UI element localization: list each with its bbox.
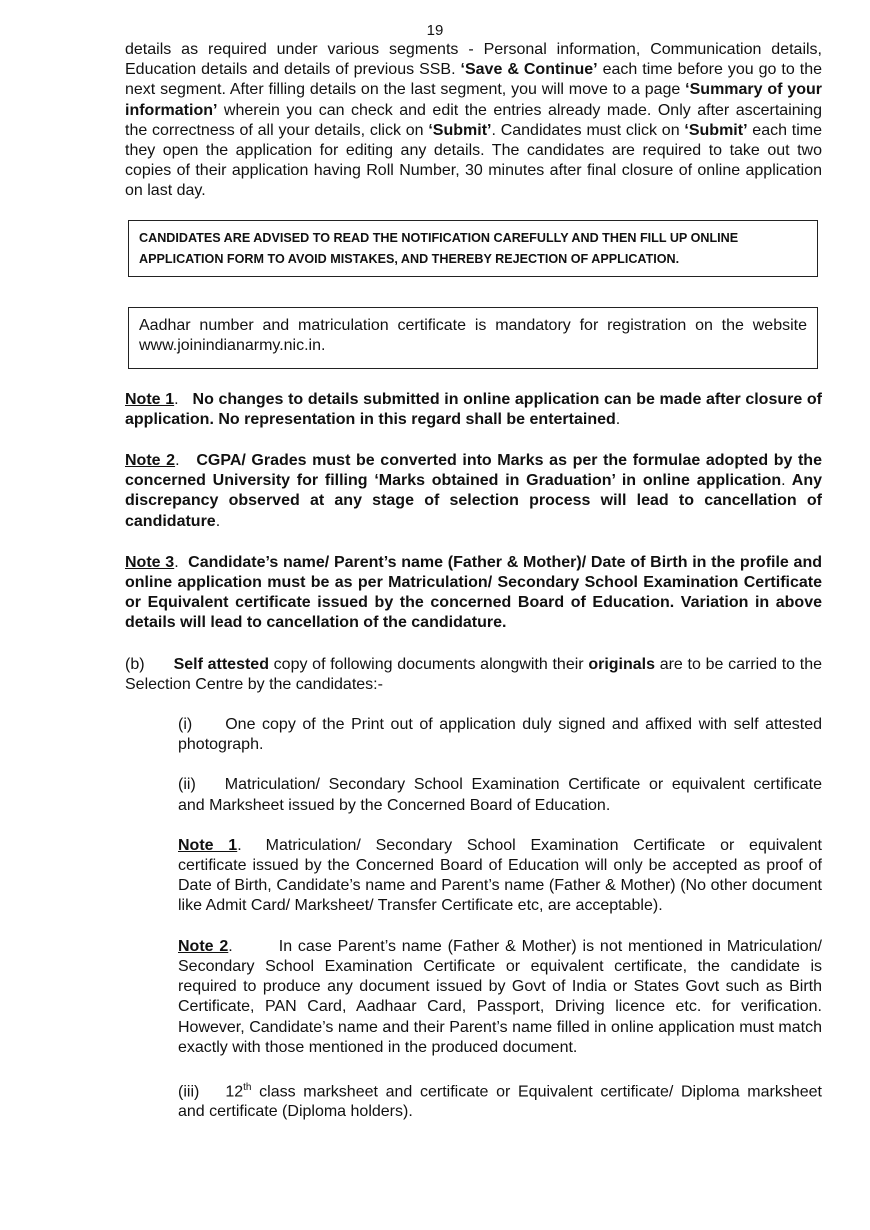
note-label: Note 3 <box>125 553 175 571</box>
note-text: Any discrepancy observed at any stage of selection process will lead to cancellation of candidature <box>125 472 823 530</box>
list-item-number: (i) <box>178 716 193 734</box>
sub-note-text: Matriculation/ Secondary School Examination Certificate or equivalent certificate issued by the Concerned Board of Education will only be accepted as proof of Date of Birth, Candidate’s name and Parent’s name (Father & Mother) (No other document like Admit Card/ Marksheet/ Transfer Certificate etc, are acceptable). <box>178 836 822 915</box>
note-3 <box>125 553 822 634</box>
sub-note-2 <box>178 937 822 1058</box>
aadhar-notice-box <box>128 307 818 369</box>
list-item-text: Matriculation/ Secondary School Examination Certificate or equivalent certificate and Marksheet issued by the Concerned Board of Education. <box>178 776 822 814</box>
intro-text: wherein you can check and edit the entries already made. Only after ascertaining the correctness of all your details, click on <box>125 101 822 139</box>
section-b-paragraph <box>125 655 822 695</box>
sub-note-separator: . <box>228 937 233 955</box>
note-end: . <box>615 410 621 428</box>
note-label: Note 1 <box>125 390 175 408</box>
intro-text: . Candidates must click on <box>491 121 685 139</box>
note-text: Candidate’s name/ Parent’s name (Father & Mother)/ Date of Birth in the profile and online application must be as per Matriculation/ Secondary School Examination Certificate or Equivalent certificate issued by the concerned Board of Education. Variation in above details will lead to cancellation of the candidature. <box>125 553 823 632</box>
note-text: CGPA/ Grades must be converted into Marks as per the formulae adopted by the concerned University for filling ‘Marks obtained in Graduation’ in online application <box>125 452 822 490</box>
list-item-i <box>178 715 822 755</box>
list-item-iii <box>178 1078 822 1123</box>
note-2 <box>125 451 822 532</box>
ordinal-suffix: th <box>243 1081 252 1093</box>
list-item-text: One copy of the Print out of application duly signed and affixed with self attested photograph. <box>178 716 822 754</box>
aadhar-notice-text: Aadhar number and matriculation certificate is mandatory for registration on the website www.joinindianarmy.nic.in. <box>139 316 807 355</box>
list-item-ii <box>178 775 822 815</box>
section-b-text: copy of following documents alongwith their <box>268 655 589 673</box>
list-item-text: 12 <box>225 1083 244 1101</box>
note-label: Note 2 <box>125 452 176 470</box>
sub-note-label: Note 1 <box>178 836 238 854</box>
sub-note-label: Note 2 <box>178 937 229 955</box>
originals-label: originals <box>588 655 655 673</box>
self-attested-label: Self attested <box>173 655 269 673</box>
note-separator: . <box>174 390 179 408</box>
note-separator: . <box>781 472 786 490</box>
advisory-box: CANDIDATES ARE ADVISED TO READ THE NOTIFICATION CAREFULLY AND THEN FILL UP ONLINE APPLICATION FORM TO AVOID MISTAKES, AND THEREBY REJECTION OF APPLICATION. <box>128 220 818 277</box>
intro-text: each time they open the application for editing any details. The candidates are required to take out two copies of their application having Roll Number, 30 minutes after final closure of online application on last day. <box>125 121 823 200</box>
save-continue-label: ‘Save & Continue’ <box>460 61 598 79</box>
list-item-number: (ii) <box>178 776 196 794</box>
submit-label: ‘Submit’ <box>684 121 748 139</box>
section-b-text: are to be carried to the Selection Centre by the candidates:- <box>125 655 822 693</box>
section-b-label: (b) <box>125 655 145 673</box>
sub-note-1 <box>178 836 822 917</box>
note-separator: . <box>174 553 179 571</box>
intro-text: details as required under various segments - Personal information, Communication details, Education details and details of previous SSB. <box>125 41 822 79</box>
note-end: . <box>215 512 221 530</box>
note-1 <box>125 390 822 430</box>
summary-label: ‘Summary of your information’ <box>125 81 823 119</box>
note-separator: . <box>175 452 180 470</box>
list-item-text: class marksheet and certificate or Equivalent certificate/ Diploma marksheet and certificate (Diploma holders). <box>178 1083 822 1121</box>
submit-label: ‘Submit’ <box>428 121 492 139</box>
list-item-number: (iii) <box>178 1083 200 1101</box>
intro-text: each time before you go to the next segment. After filling details on the last segment, you will move to a page <box>125 61 822 99</box>
sub-note-text: In case Parent’s name (Father & Mother) is not mentioned in Matriculation/ Secondary School Examination Certificate or equivalent certificate, the candidate is required to produce any document issued by Govt of India or States Govt such as Birth Certificate, PAN Card, Aadhaar Card, Passport, Driving licence etc. for verification. However, Candidate’s name and their Parent’s name filled in online application must match exactly with those mentioned in the produced document. <box>178 937 822 1056</box>
note-text: No changes to details submitted in online application can be made after closure of application. No representation in this regard shall be entertained <box>125 390 823 428</box>
document-body <box>125 40 822 1123</box>
sub-note-separator: . <box>237 836 242 854</box>
intro-paragraph <box>125 40 822 202</box>
page-number: 19 <box>426 22 444 39</box>
